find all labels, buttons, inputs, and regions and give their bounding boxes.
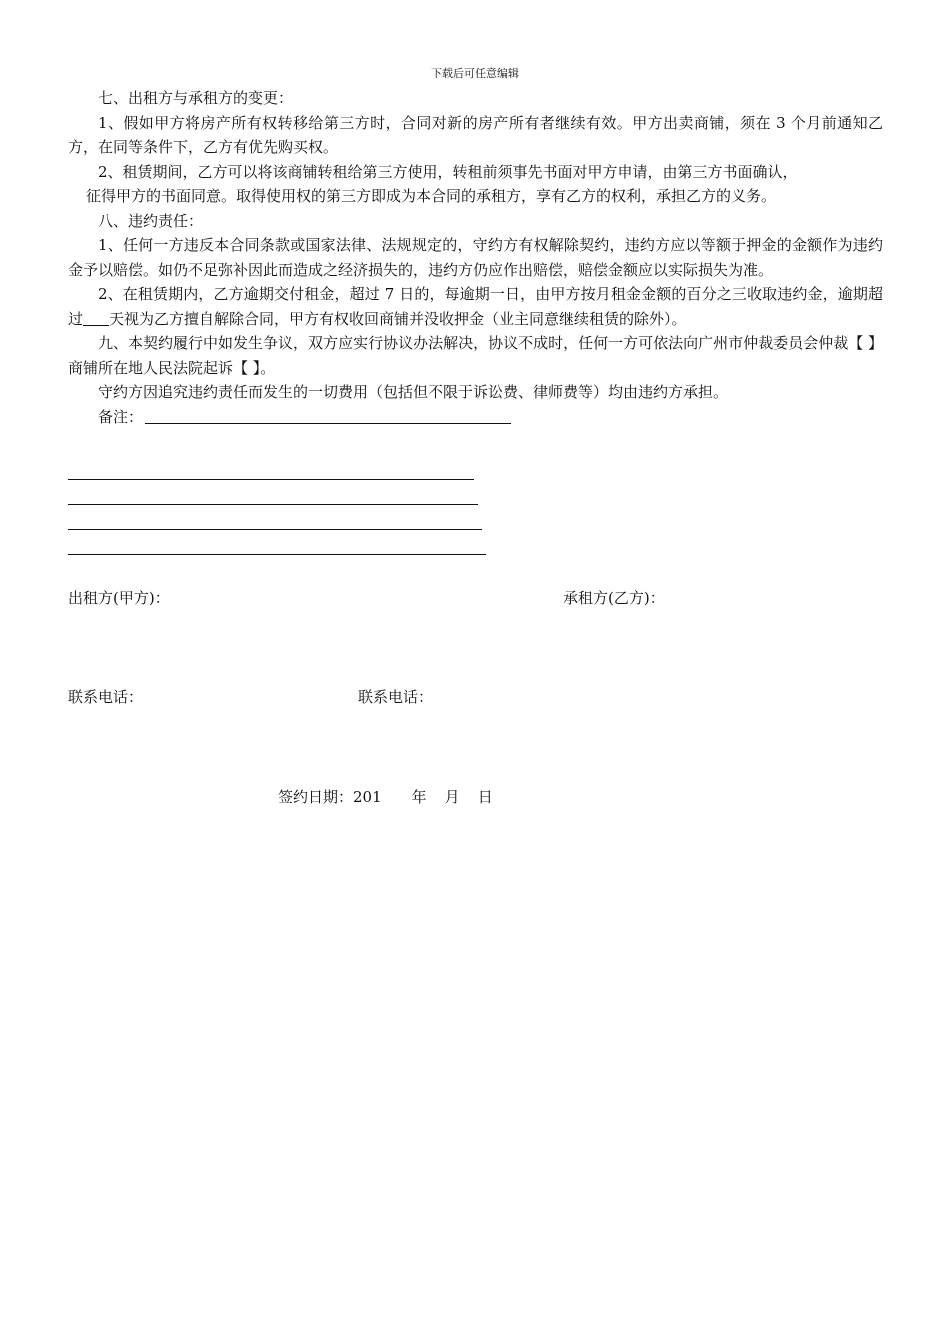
signing-date-year: 201 <box>353 788 382 806</box>
signing-date-month-unit: 月 <box>444 788 460 806</box>
section-8-clause-2-text-after: 天视为乙方擅自解除合同，甲方有权收回商铺并没收押金（业主同意继续租赁的除外）。 <box>109 309 687 328</box>
overdue-days-blank[interactable] <box>83 311 109 326</box>
lessee-phone-label: 联系电话： <box>358 688 434 706</box>
section-7-clause-2-line-2: 征得甲方的书面同意。取得使用权的第三方即成为本合同的承租方，享有乙方的权利，承担乙方的义务。 <box>86 187 777 205</box>
remark-line-3[interactable] <box>68 529 482 530</box>
page-header-note: 下载后可任意编辑 <box>431 67 519 80</box>
signing-date-row <box>278 787 493 807</box>
signing-date-day-unit: 日 <box>477 788 493 806</box>
contract-body <box>68 86 883 429</box>
section-9-clause-1: 九、本契约履行中如发生争议，双方应实行协议办法解决，协议不成时，任何一方可依法向广州市仲裁委员会仲裁【 】商铺所在地人民法院起诉【 】。 <box>68 334 883 377</box>
remark-line-1[interactable] <box>68 479 474 480</box>
signing-date-year-unit: 年 <box>411 788 427 806</box>
lessee-label: 承租方(乙方)： <box>563 589 665 607</box>
remark-label: 备注： <box>98 407 144 426</box>
remark-fill-line[interactable] <box>145 409 511 424</box>
lessor-label: 出租方(甲方)： <box>68 589 170 607</box>
section-7-clause-2-line-1: 2、租赁期间，乙方可以将该商铺转租给第三方使用，转租前须事先书面对甲方申请，由第三方书面确认， <box>98 162 798 181</box>
section-8-title: 八、违约责任： <box>98 211 204 230</box>
section-8-clause-2 <box>68 282 883 331</box>
section-7-clause-1: 1、假如甲方将房产所有权转移给第三方时，合同对新的房产所有者继续有效。甲方出卖商铺，须在 3 个月前通知乙方，在同等条件下，乙方有优先购买权。 <box>68 113 883 156</box>
section-8-clause-1: 1、任何一方违反本合同条款或国家法律、法规规定的，守约方有权解除契约，违约方应以等额于押金的金额作为违约金予以赔偿。如仍不足弥补因此而造成之经济损失的，违约方仍应作出赔偿，赔偿金额应以实际损失为准。 <box>68 236 883 279</box>
remark-line-2[interactable] <box>68 504 478 505</box>
section-8-clause-2-text-before: 2、在租赁期内，乙方逾期交付租金，超过 7 日的，每逾期一日，由甲方按月租金金额的百分之三收取违约金，逾期超过 <box>68 285 883 328</box>
signing-date-label: 签约日期： <box>278 788 354 806</box>
remark-row <box>68 405 883 430</box>
remark-line-4[interactable] <box>68 554 486 555</box>
section-7-title: 七、出租方与承租方的变更： <box>98 89 294 107</box>
lessor-phone-label: 联系电话： <box>68 688 144 706</box>
section-9-clause-2: 守约方因追究违约责任而发生的一切费用（包括但不限于诉讼费、律师费等）均由违约方承担。 <box>98 383 729 401</box>
